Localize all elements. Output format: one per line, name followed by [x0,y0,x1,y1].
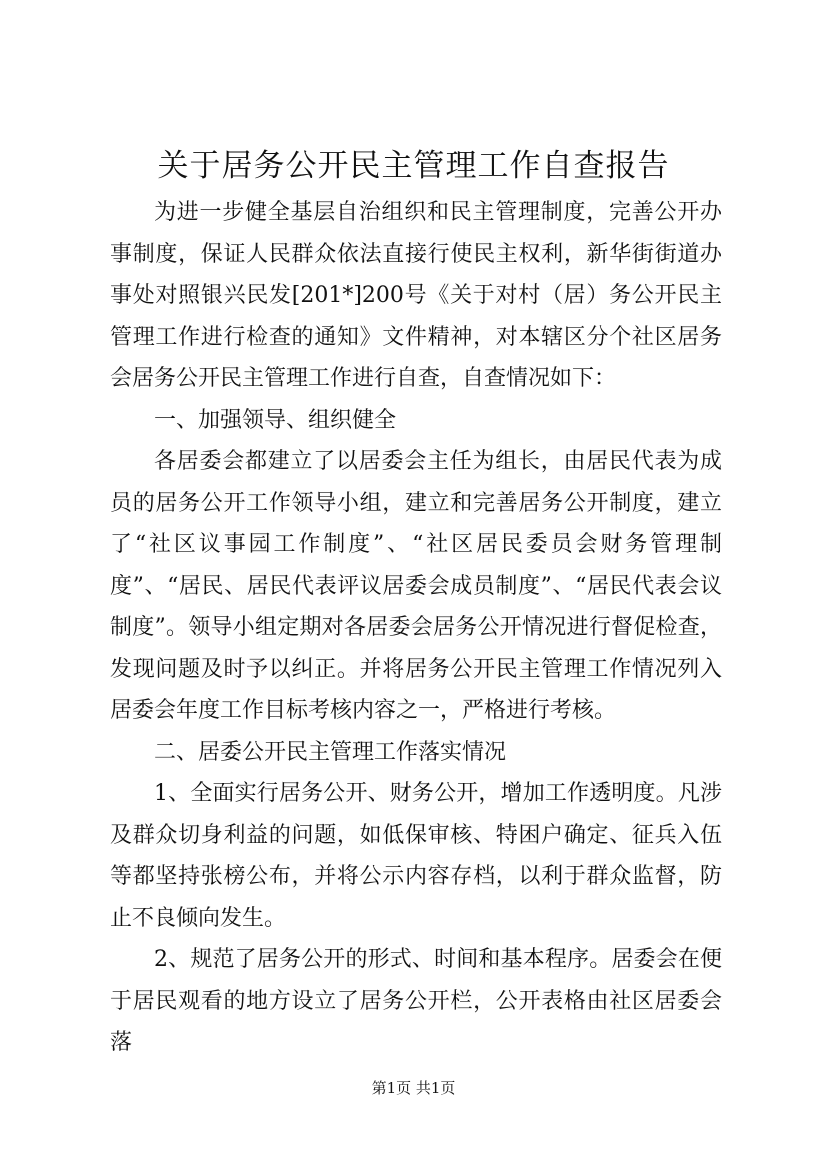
paragraph-intro: 为进一步健全基层自治组织和民主管理制度，完善公开办事制度，保证人民群众依法直接行使民主权利，新华街街道办事处对照银兴民发[201*]200号《关于对村（居）务公开民主管理工作进行检查的通知》文件精神，对本辖区分个社区居务会居务公开民主管理工作进行自查，自查情况如下： [110,200,722,391]
document-body [110,192,722,1064]
section-heading-1: 一、加强领导、组织健全 [154,407,397,433]
section-heading-2: 二、居委公开民主管理工作落实情况 [154,739,507,765]
paragraph-item-2: 2、规范了居务公开的形式、时间和基本程序。居委会在便于居民观看的地方设立了居务公开栏，公开表格由社区居委会落 [110,947,722,1055]
page-footer: 第1页 共1页 [371,1079,456,1097]
document-title: 关于居务公开民主管理工作自查报告 [157,148,670,184]
paragraph-section-1: 各居委会都建立了以居委会主任为组长，由居民代表为成员的居务公开工作领导小组，建立和完善居务公开制度，建立了“社区议事园工作制度”、“社区居民委员会财务管理制度”、“居民、居民代表评议居委会成员制度”、“居民代表会议制度”。领导小组定期对各居委会居务公开情况进行督促检查，发现问题及时予以纠正。并将居务公开民主管理工作情况列入居委会年度工作目标考核内容之一，严格进行考核。 [110,449,722,723]
paragraph-item-1: 1、全面实行居务公开、财务公开，增加工作透明度。凡涉及群众切身利益的问题，如低保审核、特困户确定、征兵入伍等都坚持张榜公布，并将公示内容存档，以利于群众监督，防止不良倾向发生。 [110,781,722,931]
